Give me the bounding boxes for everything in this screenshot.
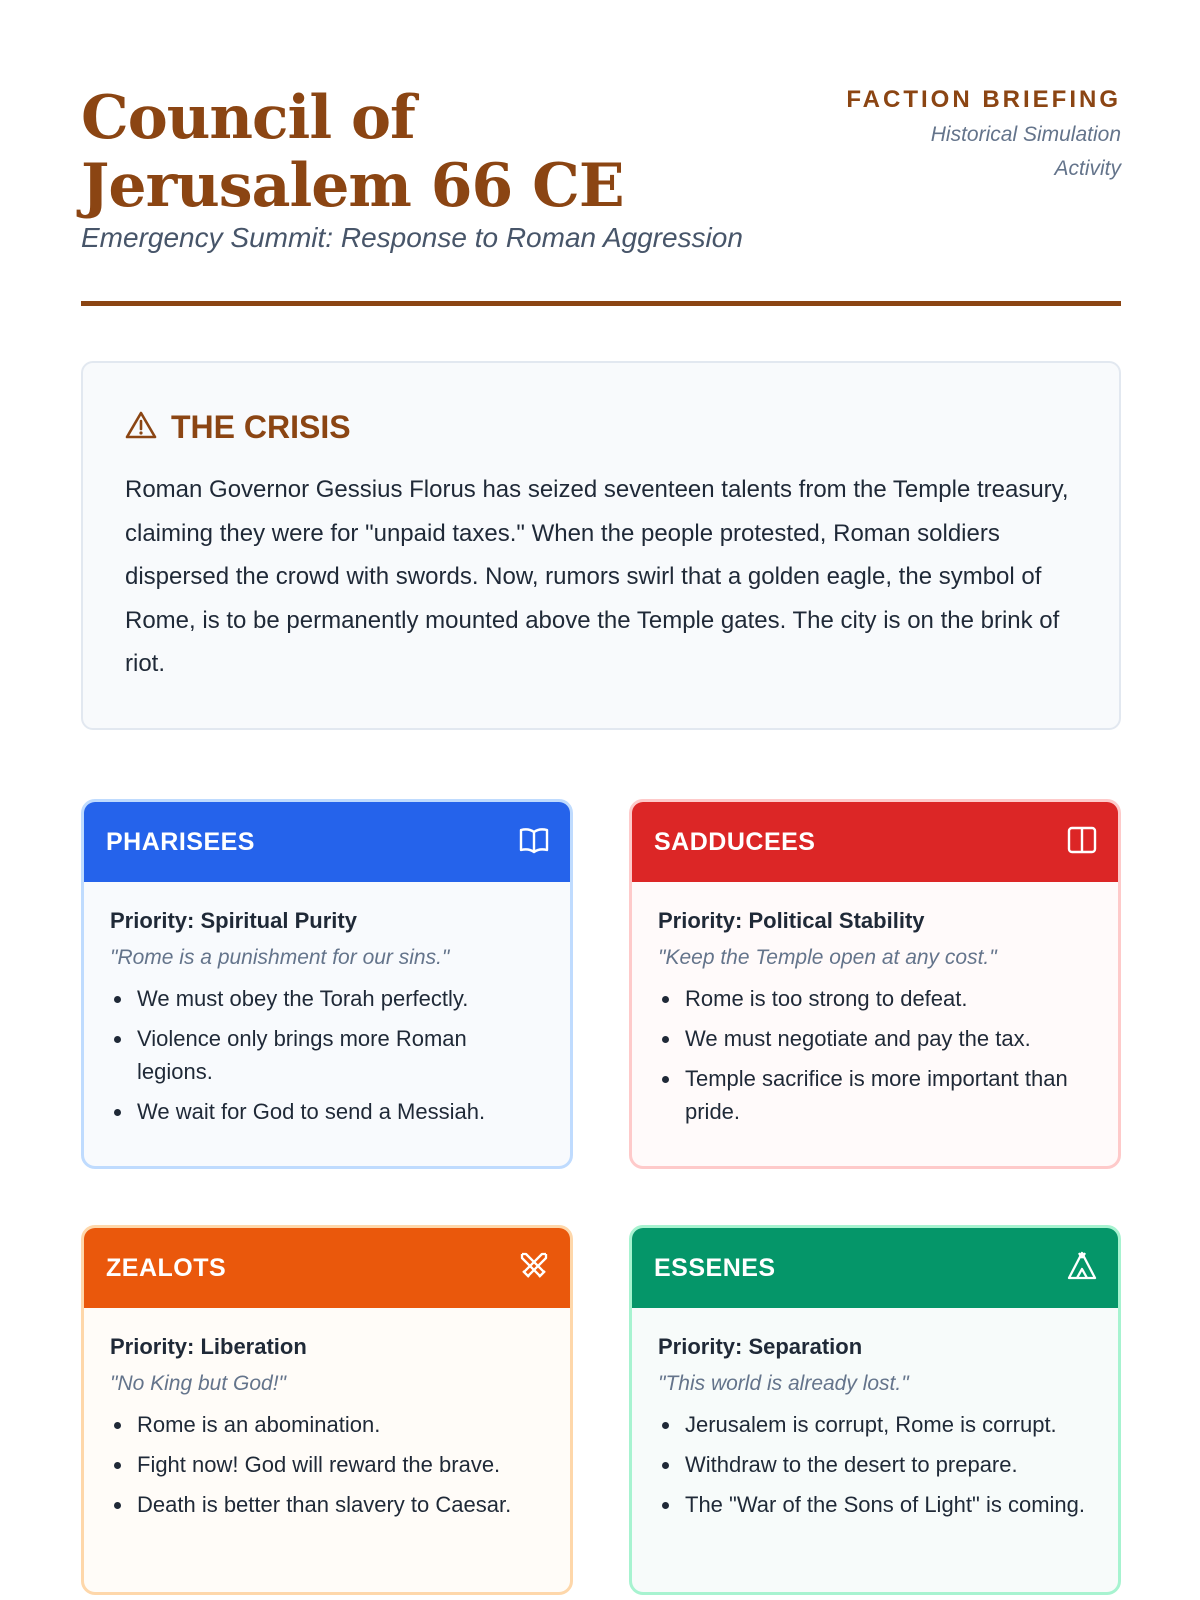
faction-header (84, 1228, 570, 1308)
faction-name: PHARISEES (106, 827, 255, 856)
list-item: Withdraw to the desert to prepare. (658, 1448, 1092, 1481)
faction-priority: Priority: Spiritual Purity (110, 908, 357, 933)
list-item: Violence only brings more Roman legions. (110, 1022, 544, 1088)
list-item: We wait for God to send a Messiah. (110, 1095, 544, 1128)
briefing-block (801, 86, 1121, 186)
faction-points (658, 982, 1092, 1128)
list-item: Death is better than slavery to Caesar. (110, 1488, 544, 1521)
list-item: We must obey the Torah perfectly. (110, 982, 544, 1015)
book-open-icon (518, 825, 550, 860)
tent-icon (1066, 1250, 1098, 1287)
briefing-label: FACTION BRIEFING (846, 86, 1121, 113)
faction-card-pharisees (81, 799, 573, 1169)
faction-card-zealots (81, 1225, 573, 1595)
faction-points (110, 982, 544, 1128)
faction-header (632, 802, 1118, 882)
faction-body (632, 1308, 1118, 1548)
page-subtitle: Emergency Summit: Response to Roman Aggression (81, 222, 743, 253)
list-item: Temple sacrifice is more important than pride. (658, 1062, 1092, 1128)
faction-body (84, 882, 570, 1155)
faction-points (110, 1408, 544, 1521)
faction-name: ESSENES (654, 1253, 776, 1282)
list-item: We must negotiate and pay the tax. (658, 1022, 1092, 1055)
briefing-subtitle: Historical Simulation Activity (930, 123, 1121, 180)
faction-header (632, 1228, 1118, 1308)
list-item: Fight now! God will reward the brave. (110, 1448, 544, 1481)
crisis-panel (81, 361, 1121, 730)
faction-name: SADDUCEES (654, 827, 816, 856)
list-item: The "War of the Sons of Light" is coming. (658, 1488, 1092, 1521)
faction-quote: "No King but God!" (110, 1372, 287, 1395)
faction-body (84, 1308, 570, 1548)
faction-name: ZEALOTS (106, 1253, 227, 1282)
faction-priority: Priority: Liberation (110, 1334, 307, 1359)
columns-icon (1066, 825, 1098, 860)
faction-card-sadducees (629, 799, 1121, 1169)
list-item: Rome is an abomination. (110, 1408, 544, 1441)
list-item: Jerusalem is corrupt, Rome is corrupt. (658, 1408, 1092, 1441)
faction-quote: "This world is already lost." (658, 1372, 909, 1395)
warning-icon (125, 410, 157, 445)
faction-points (658, 1408, 1092, 1521)
faction-quote: "Rome is a punishment for our sins." (110, 946, 450, 969)
faction-priority: Priority: Political Stability (658, 908, 925, 933)
crisis-body: Roman Governor Gessius Florus has seized seventeen talents from the Temple treasury, claiming they were for "unpaid taxes." When the people protested, Roman soldiers dispersed the crowd with swords. Now, rumors swirl that a golden eagle, the symbol of Rome, is to be permanently mounted above the Temple gates. The city is on the brink of riot. (125, 476, 1069, 677)
list-item: Rome is too strong to defeat. (658, 982, 1092, 1015)
crisis-header (125, 409, 1077, 446)
faction-header (84, 802, 570, 882)
page-header (81, 83, 1121, 253)
faction-priority: Priority: Separation (658, 1334, 863, 1359)
page-title: Council of Jerusalem 66 CE (81, 83, 624, 221)
faction-quote: "Keep the Temple open at any cost." (658, 946, 997, 969)
header-divider (81, 301, 1121, 306)
crossed-swords-icon (518, 1250, 550, 1287)
crisis-title: THE CRISIS (171, 409, 351, 445)
faction-body (632, 882, 1118, 1155)
faction-card-essenes (629, 1225, 1121, 1595)
